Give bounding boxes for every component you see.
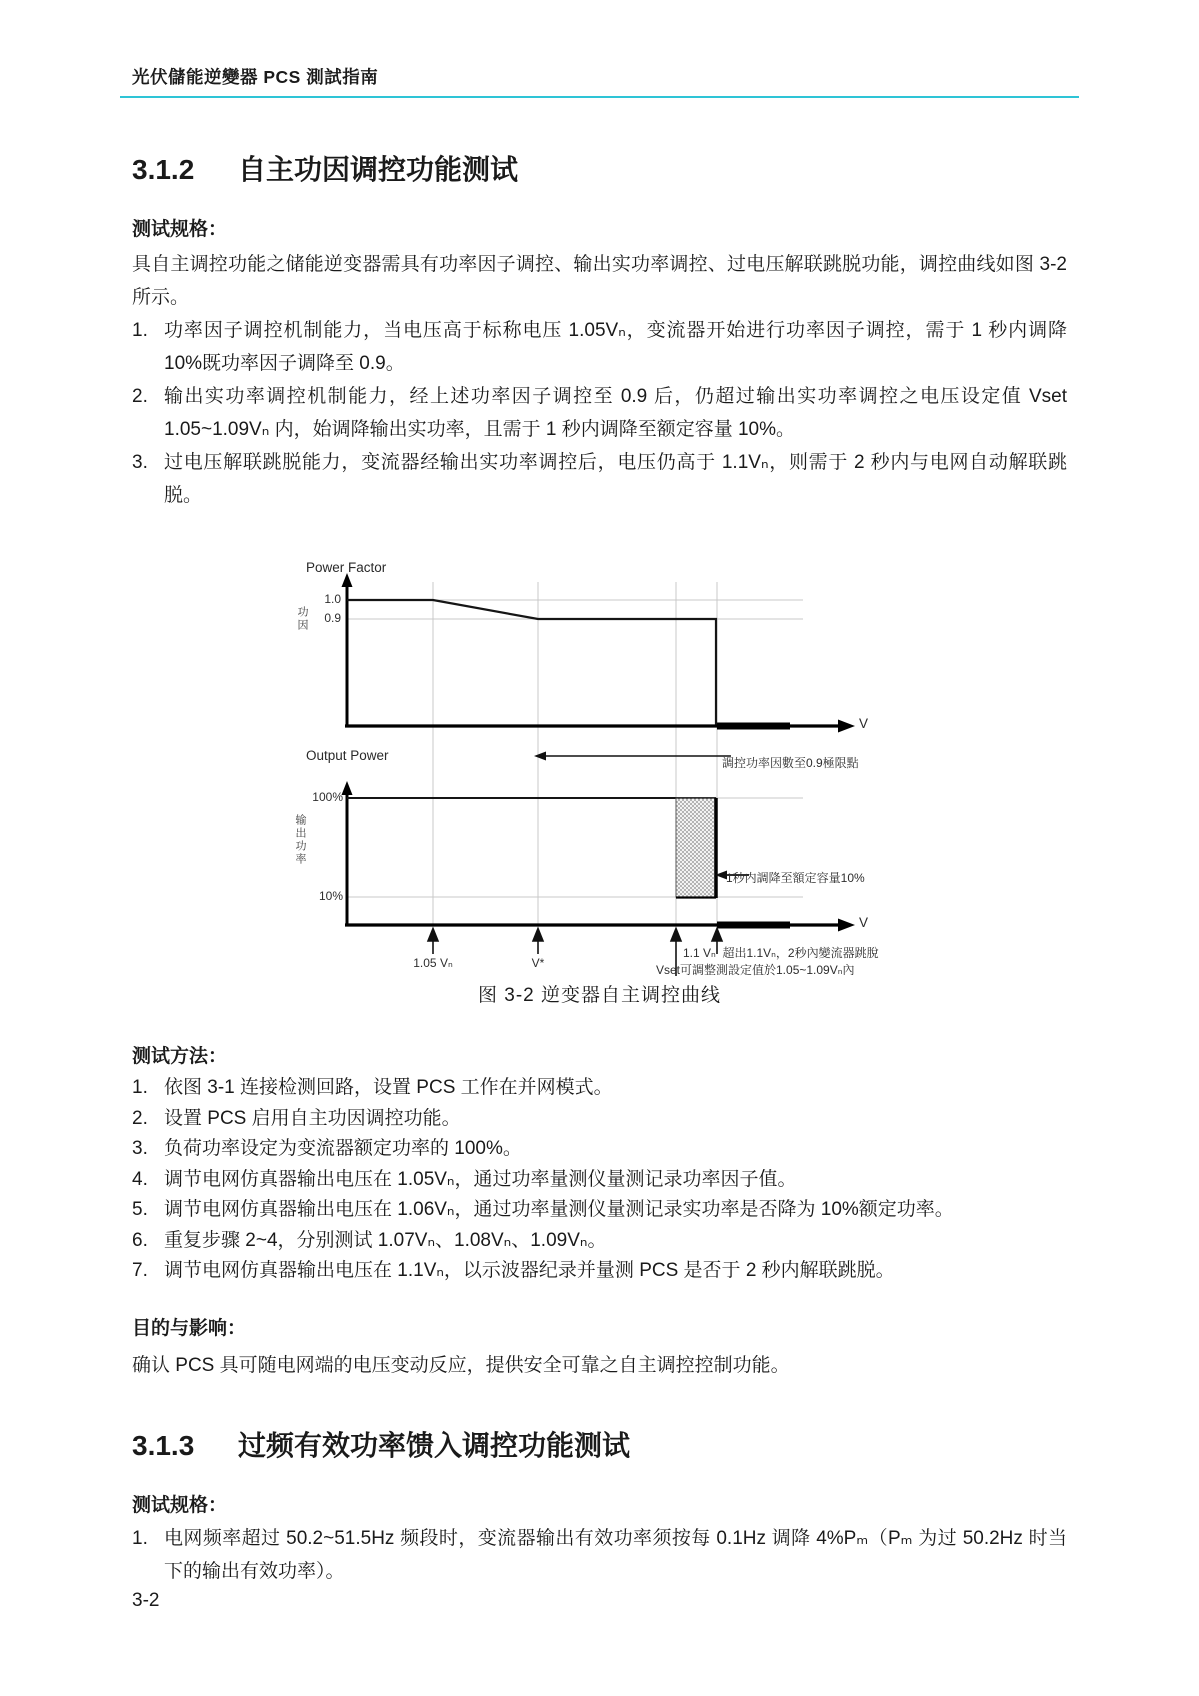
spec-label-2: 测试规格： xyxy=(132,1494,228,1516)
purpose-label: 目的与影响： xyxy=(132,1317,247,1339)
spec-list-2 xyxy=(132,1522,1067,1588)
list-item xyxy=(132,1256,1067,1287)
list-item xyxy=(132,1073,1067,1104)
op-hatched-region xyxy=(676,798,716,897)
op-tick-10: 10% xyxy=(318,889,343,903)
section-heading-3-1-2 xyxy=(132,148,1067,188)
pf-horizontal-gridlines xyxy=(347,600,803,619)
x-tick-1-05vn: 1.05 Vₙ xyxy=(413,956,453,970)
power-factor-chart xyxy=(342,573,856,733)
list-item xyxy=(132,314,1067,380)
list-item-number: 5. xyxy=(132,1199,148,1220)
figure-caption: 图 3-2 逆变器自主调控曲线 xyxy=(477,985,722,1006)
list-item-number: 1. xyxy=(132,1527,148,1549)
x-tick-v-star: V* xyxy=(531,956,545,970)
section-number: 3.1.2 xyxy=(132,154,195,185)
op-y-axis-arrowhead xyxy=(342,781,353,795)
op-tick-100: 100% xyxy=(312,790,343,804)
list-item-number: 1. xyxy=(132,320,148,341)
gap-annotation-arrow xyxy=(534,752,731,761)
list-item xyxy=(132,1104,1067,1135)
list-item xyxy=(132,446,1067,512)
page-number: 3-2 xyxy=(132,1590,160,1611)
pf-chart-title: Power Factor xyxy=(306,560,387,575)
section-number: 3.1.3 xyxy=(132,1429,195,1461)
list-item-text: 过电压解联跳脱能力，变流器经输出实功率调控后，电压仍高于 1.1Vₙ，则需于 2 秒内与电网自动解联跳脱。 xyxy=(164,452,1067,506)
figure-3-2 xyxy=(279,520,927,978)
x-tick-1-1vn-annotation: 1.1 Vₙ 超出1.1Vₙ，2秒內變流器跳脫 xyxy=(683,946,879,960)
list-item-text: 设置 PCS 启用自主功因调控功能。 xyxy=(164,1107,461,1129)
pf-tick-1-0: 1.0 xyxy=(324,592,341,606)
list-item-text: 依图 3-1 连接检测回路，设置 PCS 工作在并网模式。 xyxy=(164,1077,613,1098)
list-item-number: 4. xyxy=(132,1168,148,1190)
pf-tick-0-9: 0.9 xyxy=(324,611,341,625)
page-header xyxy=(120,0,1079,98)
list-item-text: 电网频率超过 50.2~51.5Hz 频段时，变流器输出有效功率须按每 0.1Hz 调降 4%Pₘ（Pₘ 为过 50.2Hz 时当下的输出有效功率）。 xyxy=(164,1527,1067,1582)
pf-x-axis-arrowhead xyxy=(838,720,855,733)
section-title: 过频有效功率馈入调控功能测试 xyxy=(238,1429,631,1461)
header-title: 光伏儲能逆變器 PCS 測試指南 xyxy=(132,67,379,87)
purpose-text: 确认 PCS 具可随电网端的电压变动反应，提供安全可靠之自主调控控制功能。 xyxy=(132,1354,790,1376)
op-reduce-annotation: 1秒内調降至額定容量10% xyxy=(726,871,865,885)
list-item-number: 2. xyxy=(132,386,148,407)
pf-y-axis-label: 功因 xyxy=(296,606,308,632)
method-list xyxy=(132,1073,1067,1287)
list-item-text: 调节电网仿真器输出电压在 1.05Vₙ，通过功率量测仪量测记录功率因子值。 xyxy=(164,1168,797,1190)
list-item-text: 输出实功率调控机制能力，经上述功率因子调控至 0.9 后，仍超过输出实功率调控之电压设定值 Vset 1.05~1.09Vₙ 内，始调降输出实功率，且需于 1 秒内调降至额定容量 10%。 xyxy=(164,386,1067,440)
op-chart-title: Output Power xyxy=(306,748,389,763)
list-item-number: 3. xyxy=(132,452,148,473)
list-item xyxy=(132,1195,1067,1226)
list-item xyxy=(132,1226,1067,1257)
list-item xyxy=(132,1522,1067,1588)
list-item-text: 负荷功率设定为变流器额定功率的 100%。 xyxy=(164,1138,522,1159)
method-label: 测试方法： xyxy=(132,1046,228,1067)
list-item xyxy=(132,380,1067,446)
list-item-text: 功率因子调控机制能力，当电压高于标称电压 1.05Vₙ，变流器开始进行功率因子调控，需于 1 秒内调降 10%既功率因子调降至 0.9。 xyxy=(164,320,1067,374)
spec-intro: 具自主调控功能之储能逆变器需具有功率因子调控、输出实功率调控、过电压解联跳脱功能，调控曲线如图 3-2 所示。 xyxy=(132,254,1067,308)
list-item-text: 重复步骤 2~4，分别测试 1.07Vₙ、1.08Vₙ、1.09Vₙ。 xyxy=(164,1229,607,1251)
section-heading-3-1-3 xyxy=(132,1424,1067,1464)
gap-annotation-text: 調控功率因數至0.9極限點 xyxy=(722,756,859,770)
op-y-axis-label: 输出功率 xyxy=(294,814,306,866)
vertical-gridlines xyxy=(433,582,717,925)
list-item-number: 1. xyxy=(132,1077,148,1098)
vset-annotation: Vset可調整測設定值於1.05~1.09Vₙ內 xyxy=(656,963,855,977)
spec-label: 测试规格： xyxy=(132,219,228,240)
list-item-text: 调节电网仿真器输出电压在 1.06Vₙ，通过功率量测仪量测记录实功率是否降为 10%额定功率。 xyxy=(164,1199,954,1220)
list-item xyxy=(132,1134,1067,1165)
list-item-number: 2. xyxy=(132,1107,148,1129)
list-item-number: 7. xyxy=(132,1260,148,1281)
section-title: 自主功因调控功能测试 xyxy=(238,154,519,185)
list-item-number: 3. xyxy=(132,1138,148,1159)
list-item xyxy=(132,1165,1067,1196)
op-x-axis-label: V xyxy=(859,915,869,930)
list-item-text: 调节电网仿真器输出电压在 1.1Vₙ，以示波器纪录并量测 PCS 是否于 2 秒内解联跳脱。 xyxy=(164,1260,895,1281)
pf-y-axis-arrowhead xyxy=(342,573,353,587)
spec-list xyxy=(132,314,1067,512)
pf-x-axis-label: V xyxy=(859,716,869,731)
op-x-axis-arrowhead xyxy=(838,919,855,932)
list-item-number: 6. xyxy=(132,1229,148,1251)
